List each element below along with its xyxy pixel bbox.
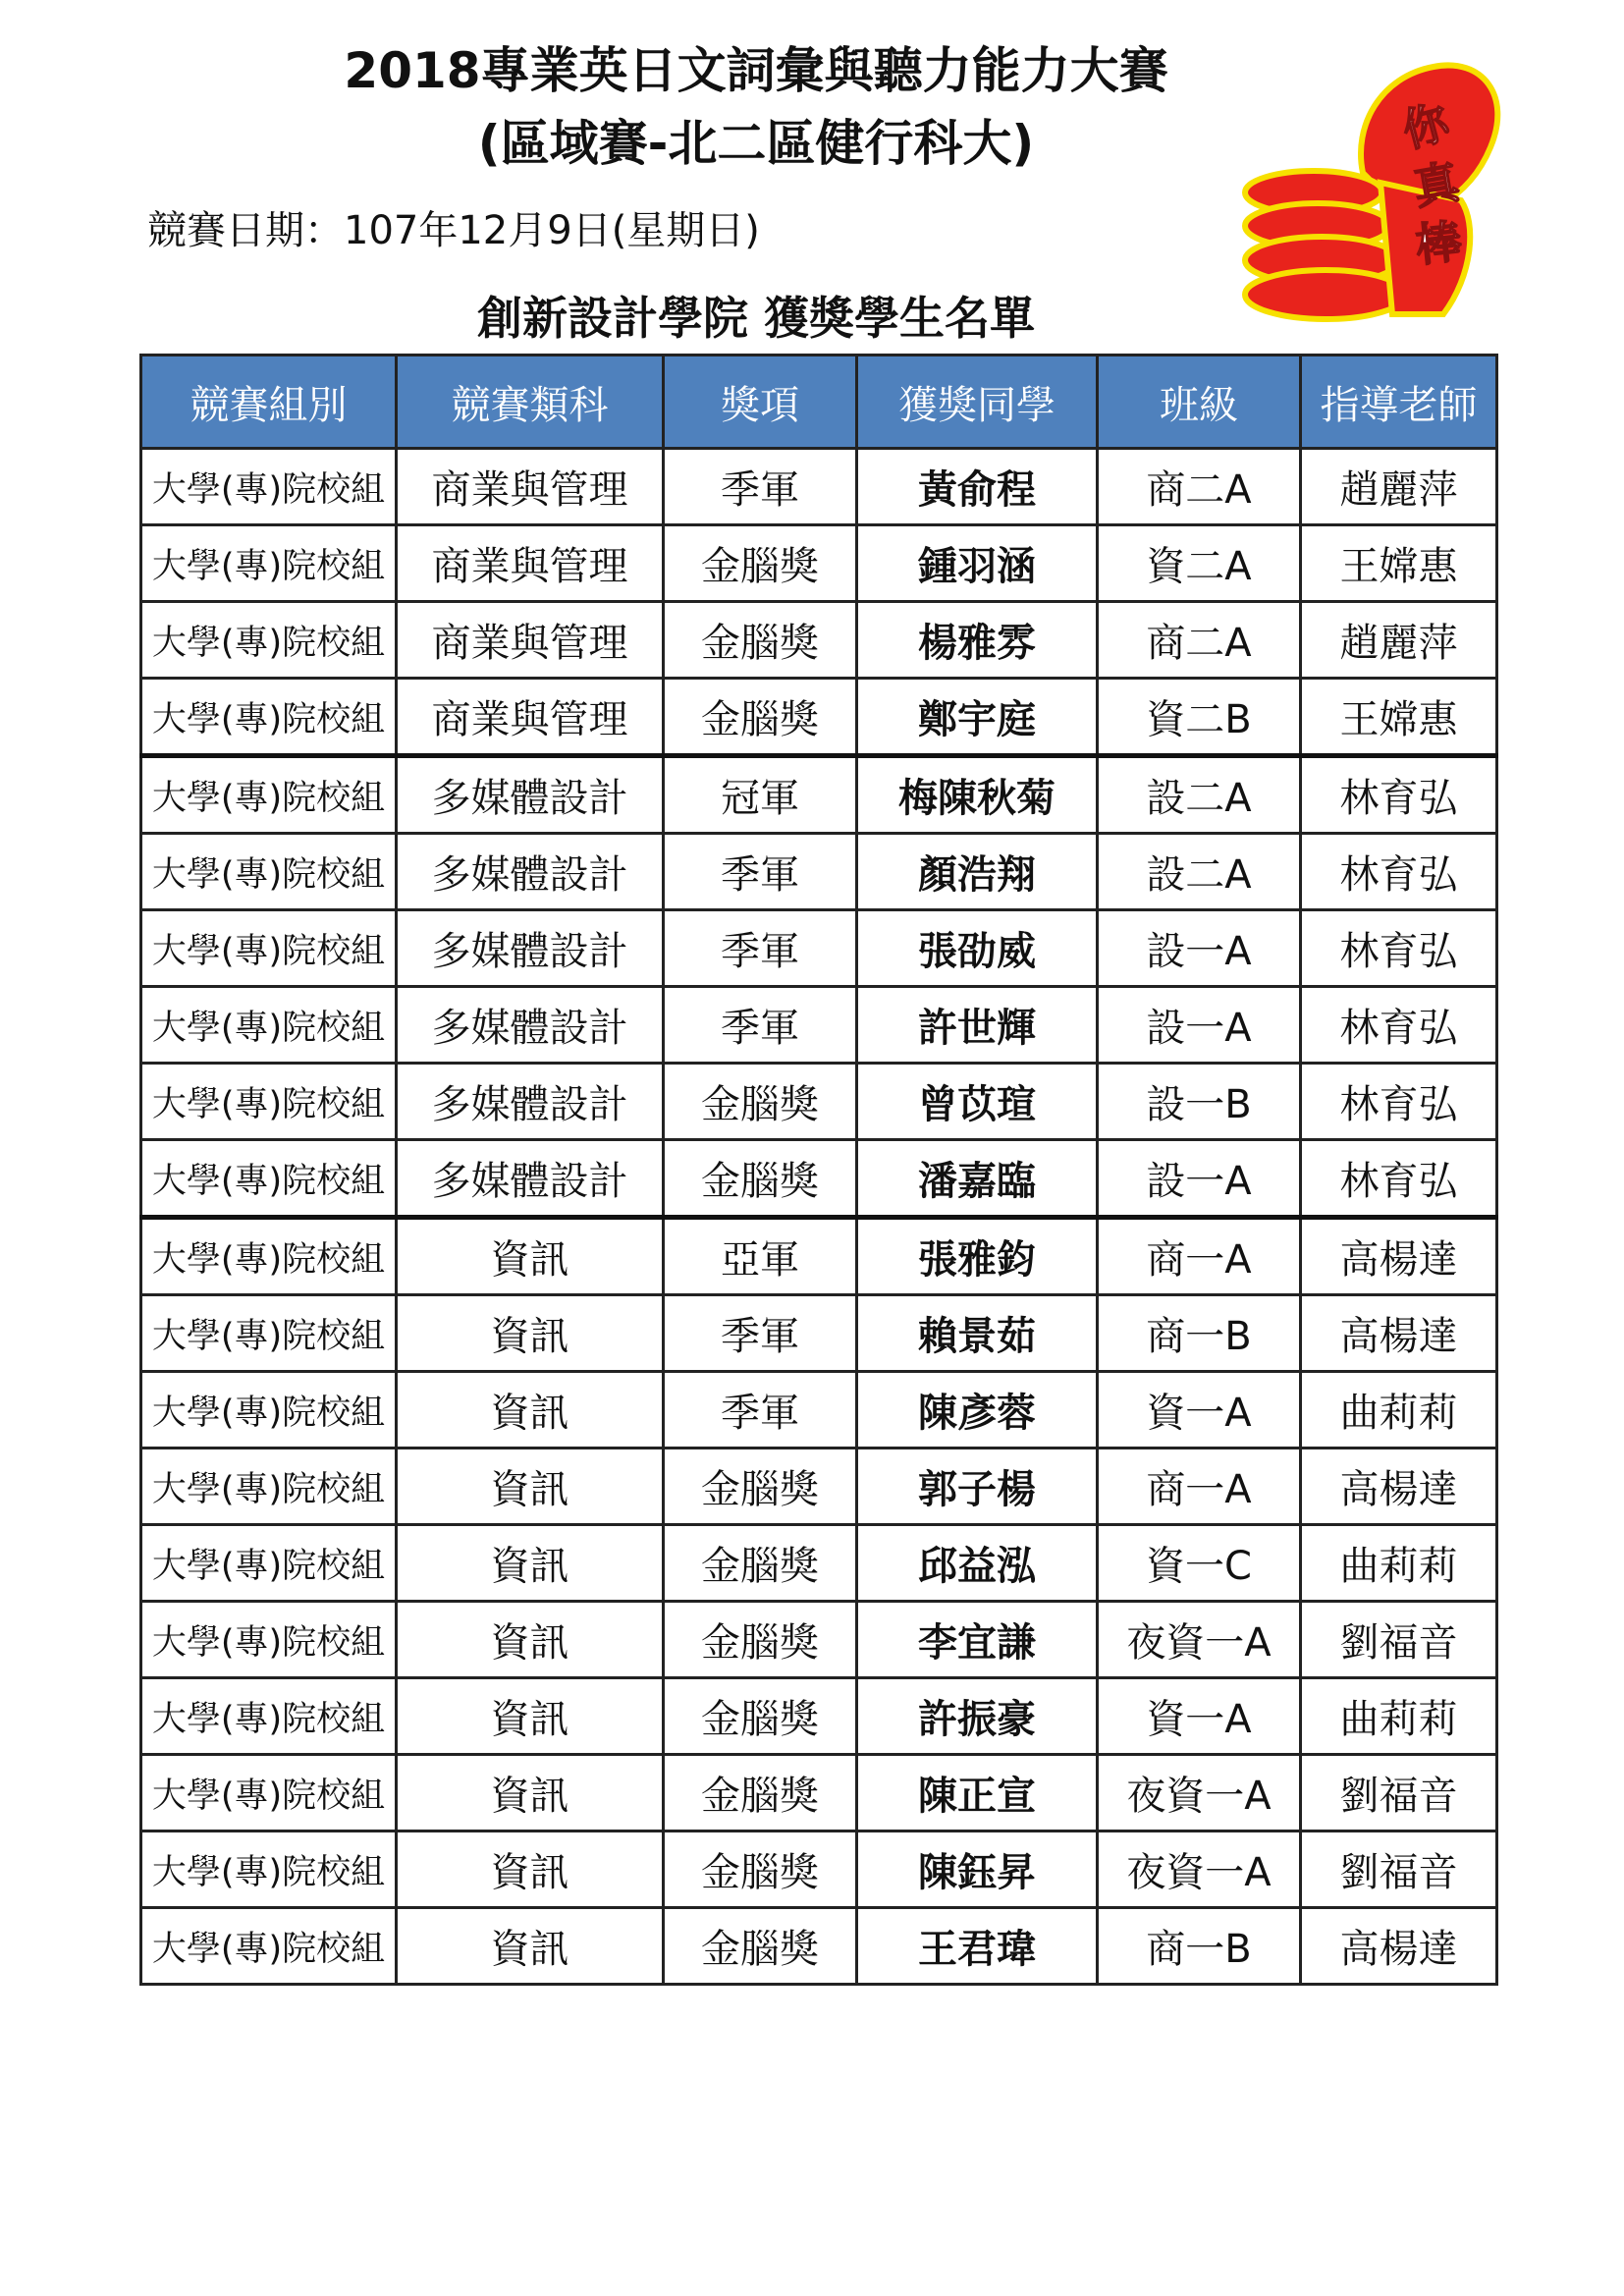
cell-award: 金腦獎	[664, 1908, 857, 1985]
cell-class: 設一A	[1098, 910, 1301, 987]
cell-teacher: 趙麗萍	[1301, 449, 1497, 525]
table-row	[141, 1064, 1497, 1140]
cell-group: 大學(專)院校組	[141, 1140, 397, 1218]
logo-text-3: 棒	[1413, 214, 1464, 272]
cell-class: 商一B	[1098, 1295, 1301, 1372]
cell-teacher: 高楊達	[1301, 1295, 1497, 1372]
cell-group: 大學(專)院校組	[141, 1372, 397, 1449]
table-row	[141, 525, 1497, 602]
table-row	[141, 1602, 1497, 1678]
cell-student: 許振豪	[857, 1678, 1098, 1755]
cell-group: 大學(專)院校組	[141, 1449, 397, 1525]
cell-class: 設一B	[1098, 1064, 1301, 1140]
cell-award: 金腦獎	[664, 1064, 857, 1140]
cell-teacher: 曲莉莉	[1301, 1372, 1497, 1449]
cell-student: 陳正宣	[857, 1755, 1098, 1831]
cell-group: 大學(專)院校組	[141, 1831, 397, 1908]
col-header-teacher: 指導老師	[1301, 355, 1497, 449]
cell-student: 鍾羽涵	[857, 525, 1098, 602]
cell-teacher: 高楊達	[1301, 1908, 1497, 1985]
table-row	[141, 679, 1497, 756]
cell-student: 邱益泓	[857, 1525, 1098, 1602]
cell-student: 郭子楊	[857, 1449, 1098, 1525]
competition-date: 競賽日期：107年12月9日(星期日)	[147, 208, 760, 253]
cell-student: 梅陳秋菊	[857, 756, 1098, 834]
cell-teacher: 林育弘	[1301, 1064, 1497, 1140]
cell-student: 王君瑋	[857, 1908, 1098, 1985]
cell-award: 金腦獎	[664, 1140, 857, 1218]
cell-category: 資訊	[397, 1602, 664, 1678]
cell-award: 季軍	[664, 1372, 857, 1449]
cell-category: 資訊	[397, 1755, 664, 1831]
logo-text-2: 真	[1409, 154, 1464, 215]
col-header-class: 班級	[1098, 355, 1301, 449]
cell-category: 多媒體設計	[397, 834, 664, 910]
cell-award: 金腦獎	[664, 1755, 857, 1831]
table-row	[141, 1140, 1497, 1218]
cell-class: 商一A	[1098, 1218, 1301, 1295]
cell-group: 大學(專)院校組	[141, 1602, 397, 1678]
cell-class: 商二A	[1098, 602, 1301, 679]
cell-class: 資一A	[1098, 1678, 1301, 1755]
cell-category: 資訊	[397, 1678, 664, 1755]
cell-category: 資訊	[397, 1449, 664, 1525]
cell-group: 大學(專)院校組	[141, 1525, 397, 1602]
cell-award: 季軍	[664, 987, 857, 1064]
cell-category: 多媒體設計	[397, 910, 664, 987]
table-row	[141, 1755, 1497, 1831]
cell-group: 大學(專)院校組	[141, 834, 397, 910]
cell-class: 商二A	[1098, 449, 1301, 525]
page-subtitle: 創新設計學院 獲獎學生名單	[476, 292, 1035, 345]
cell-teacher: 曲莉莉	[1301, 1525, 1497, 1602]
cell-category: 資訊	[397, 1295, 664, 1372]
cell-group: 大學(專)院校組	[141, 987, 397, 1064]
cell-category: 資訊	[397, 1908, 664, 1985]
cell-category: 資訊	[397, 1218, 664, 1295]
table-row	[141, 1449, 1497, 1525]
cell-category: 多媒體設計	[397, 987, 664, 1064]
cell-teacher: 林育弘	[1301, 910, 1497, 987]
cell-category: 多媒體設計	[397, 1064, 664, 1140]
table-row	[141, 1831, 1497, 1908]
table-row	[141, 834, 1497, 910]
cell-award: 亞軍	[664, 1218, 857, 1295]
logo-text-1: 你	[1396, 94, 1455, 158]
cell-class: 設二A	[1098, 756, 1301, 834]
cell-teacher: 林育弘	[1301, 834, 1497, 910]
col-header-category: 競賽類科	[397, 355, 664, 449]
table-row	[141, 910, 1497, 987]
cell-class: 資一A	[1098, 1372, 1301, 1449]
cell-student: 李宜謙	[857, 1602, 1098, 1678]
cell-student: 陳鈺昇	[857, 1831, 1098, 1908]
cell-award: 金腦獎	[664, 1449, 857, 1525]
cell-group: 大學(專)院校組	[141, 449, 397, 525]
cell-teacher: 王嫦惠	[1301, 679, 1497, 756]
cell-category: 多媒體設計	[397, 756, 664, 834]
cell-student: 顏浩翔	[857, 834, 1098, 910]
cell-award: 金腦獎	[664, 1602, 857, 1678]
table-row	[141, 1218, 1497, 1295]
cell-category: 資訊	[397, 1372, 664, 1449]
cell-class: 資二B	[1098, 679, 1301, 756]
cell-group: 大學(專)院校組	[141, 679, 397, 756]
table-header-row	[141, 355, 1497, 449]
cell-class: 夜資一A	[1098, 1831, 1301, 1908]
cell-category: 商業與管理	[397, 602, 664, 679]
cell-class: 資二A	[1098, 525, 1301, 602]
cell-award: 季軍	[664, 910, 857, 987]
cell-class: 設一A	[1098, 1140, 1301, 1218]
cell-student: 陳彥蓉	[857, 1372, 1098, 1449]
cell-category: 商業與管理	[397, 679, 664, 756]
cell-group: 大學(專)院校組	[141, 1755, 397, 1831]
cell-class: 夜資一A	[1098, 1755, 1301, 1831]
cell-award: 金腦獎	[664, 1525, 857, 1602]
table-row	[141, 1295, 1497, 1372]
cell-group: 大學(專)院校組	[141, 1218, 397, 1295]
cell-student: 張劭威	[857, 910, 1098, 987]
cell-teacher: 高楊達	[1301, 1218, 1497, 1295]
cell-group: 大學(專)院校組	[141, 756, 397, 834]
cell-teacher: 曲莉莉	[1301, 1678, 1497, 1755]
cell-category: 商業與管理	[397, 449, 664, 525]
cell-award: 季軍	[664, 834, 857, 910]
cell-student: 鄭宇庭	[857, 679, 1098, 756]
cell-student: 曾苡瑄	[857, 1064, 1098, 1140]
cell-student: 許世輝	[857, 987, 1098, 1064]
cell-teacher: 高楊達	[1301, 1449, 1497, 1525]
cell-teacher: 林育弘	[1301, 987, 1497, 1064]
cell-award: 季軍	[664, 449, 857, 525]
cell-group: 大學(專)院校組	[141, 602, 397, 679]
table-row	[141, 449, 1497, 525]
cell-group: 大學(專)院校組	[141, 1908, 397, 1985]
cell-student: 張雅鈞	[857, 1218, 1098, 1295]
cell-group: 大學(專)院校組	[141, 1064, 397, 1140]
cell-award: 金腦獎	[664, 602, 857, 679]
cell-teacher: 林育弘	[1301, 756, 1497, 834]
cell-teacher: 劉福音	[1301, 1831, 1497, 1908]
table-row	[141, 602, 1497, 679]
cell-group: 大學(專)院校組	[141, 525, 397, 602]
cell-teacher: 劉福音	[1301, 1602, 1497, 1678]
table-row	[141, 1908, 1497, 1985]
table-body	[141, 449, 1497, 1985]
table-row	[141, 1525, 1497, 1602]
cell-student: 潘嘉臨	[857, 1140, 1098, 1218]
table-row	[141, 1678, 1497, 1755]
col-header-award: 獎項	[664, 355, 857, 449]
cell-award: 金腦獎	[664, 1831, 857, 1908]
table-row	[141, 987, 1497, 1064]
cell-group: 大學(專)院校組	[141, 910, 397, 987]
cell-student: 黃俞程	[857, 449, 1098, 525]
cell-teacher: 王嫦惠	[1301, 525, 1497, 602]
cell-teacher: 劉福音	[1301, 1755, 1497, 1831]
col-header-group: 競賽組別	[141, 355, 397, 449]
cell-group: 大學(專)院校組	[141, 1295, 397, 1372]
award-table	[139, 354, 1498, 1986]
cell-class: 商一A	[1098, 1449, 1301, 1525]
cell-class: 夜資一A	[1098, 1602, 1301, 1678]
col-header-student: 獲獎同學	[857, 355, 1098, 449]
cell-category: 商業與管理	[397, 525, 664, 602]
cell-award: 冠軍	[664, 756, 857, 834]
cell-award: 金腦獎	[664, 1678, 857, 1755]
cell-student: 楊雅雰	[857, 602, 1098, 679]
cell-teacher: 林育弘	[1301, 1140, 1497, 1218]
cell-category: 資訊	[397, 1831, 664, 1908]
cell-award: 季軍	[664, 1295, 857, 1372]
page-title-line1: 2018專業英日文詞彙與聽力能力大賽	[344, 42, 1168, 99]
cell-teacher: 趙麗萍	[1301, 602, 1497, 679]
cell-class: 資一C	[1098, 1525, 1301, 1602]
page-title-line2: (區域賽-北二區健行科大)	[477, 115, 1035, 172]
cell-award: 金腦獎	[664, 525, 857, 602]
cell-category: 資訊	[397, 1525, 664, 1602]
cell-student: 賴景茹	[857, 1295, 1098, 1372]
thumbs-up-icon	[1216, 57, 1510, 332]
cell-class: 設一A	[1098, 987, 1301, 1064]
cell-class: 設二A	[1098, 834, 1301, 910]
cell-category: 多媒體設計	[397, 1140, 664, 1218]
cell-award: 金腦獎	[664, 679, 857, 756]
table-row	[141, 1372, 1497, 1449]
table-row	[141, 756, 1497, 834]
cell-group: 大學(專)院校組	[141, 1678, 397, 1755]
cell-class: 商一B	[1098, 1908, 1301, 1985]
